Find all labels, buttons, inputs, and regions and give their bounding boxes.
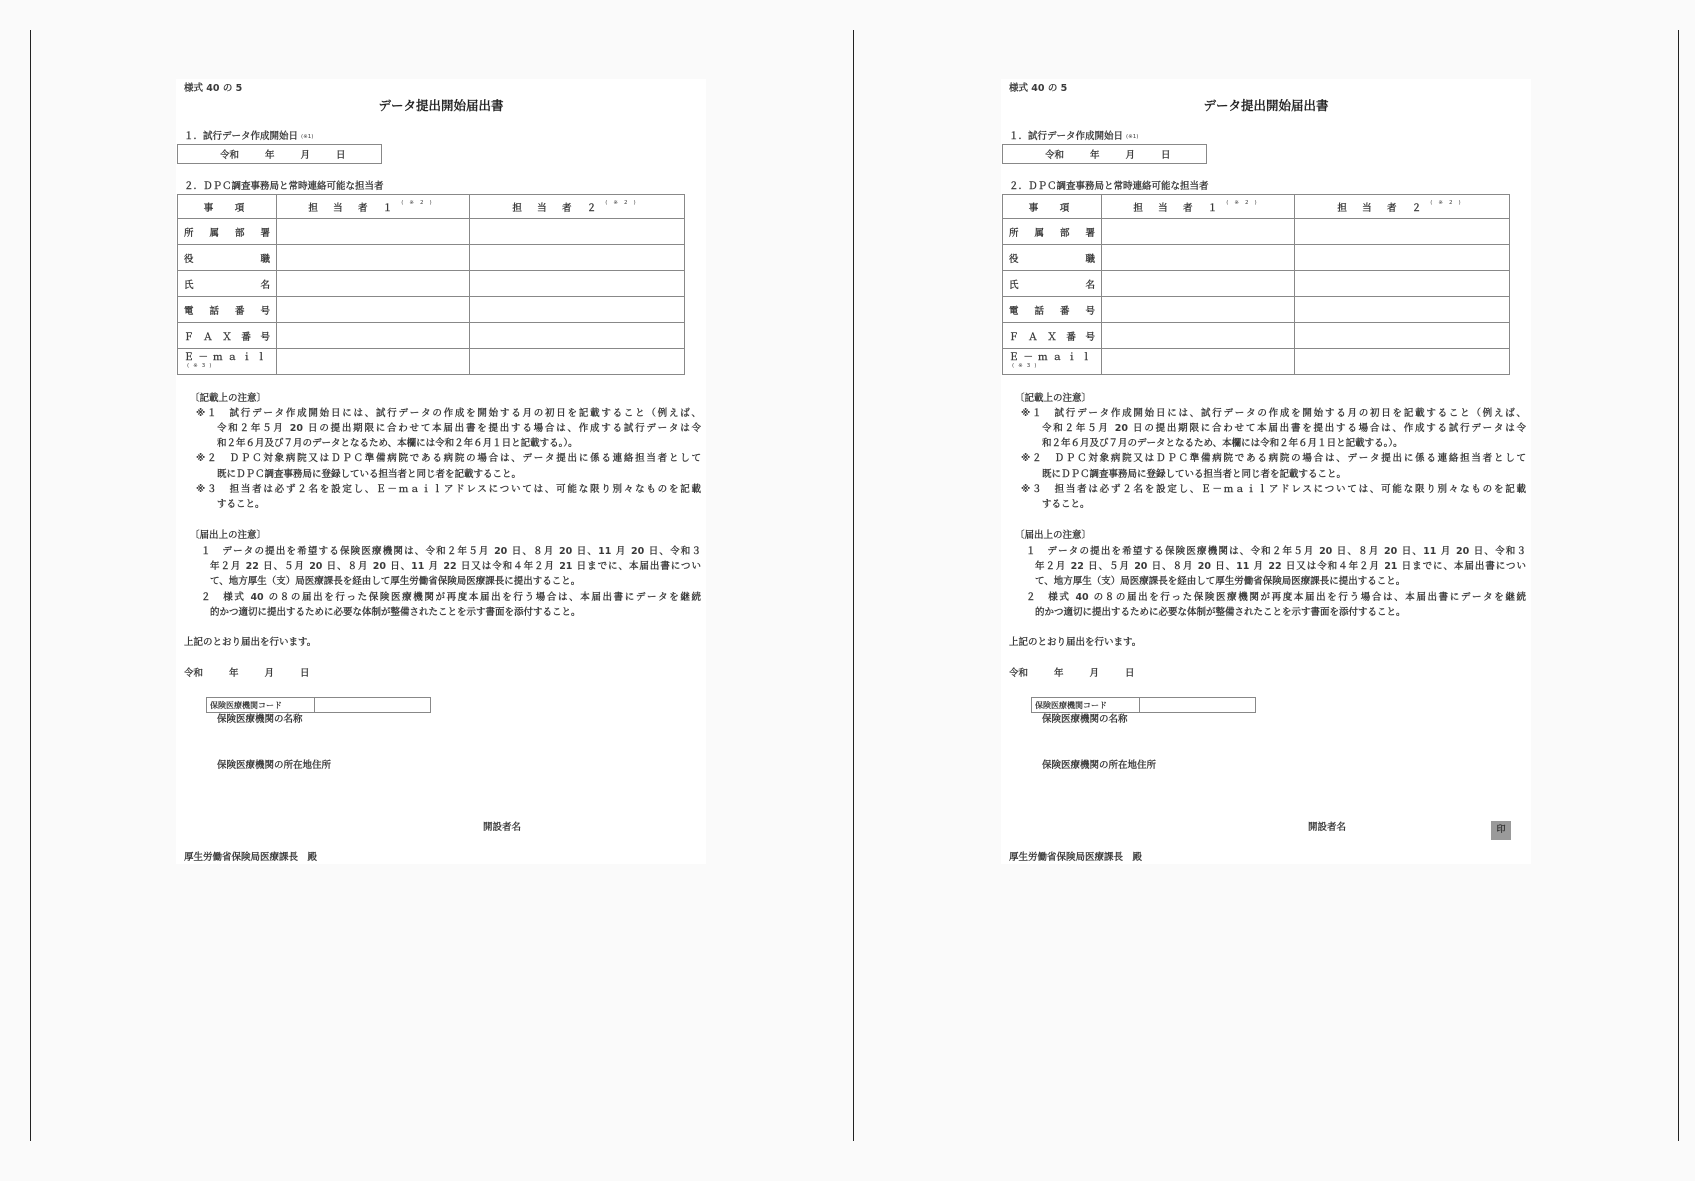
table-row: [1003, 271, 1510, 297]
row-label-text: Ｅ－ｍａｉｌ: [184, 352, 270, 363]
institution-code-field[interactable]: [206, 697, 431, 713]
filing-line: ２ 様式 40 の８の届出を行った保険医療機関が再度本届出を行う場合は、本届出書にデータを継続: [1026, 592, 1526, 603]
table-row: [178, 219, 685, 245]
person2-cell[interactable]: [1295, 349, 1510, 375]
date-day: 日: [1161, 150, 1171, 161]
notes-line: ※１ 試行データ作成開始日には、試行データの作成を開始する月の初日を記載すること（例えば、: [1021, 408, 1526, 419]
filing-line: 年２月 22 日、５月 20 日、８月 20 日、11 月 22 日又は令和４年２月 21 日までに、本届出書につい: [210, 561, 701, 572]
row-label-text: ＦＡＸ番号: [1009, 331, 1095, 343]
filing-line: 的かつ適切に提出するために必要な体制が整備されたことを示す書面を添付すること。: [210, 607, 581, 618]
notes-line: ※３ 担当者は必ず２名を設定し、Ｅ－ｍａｉｌアドレスについては、可能な限り別々なものを記載: [196, 484, 701, 495]
date-year: 年: [265, 150, 275, 161]
notes-heading: 〔記載上の注意〕: [1015, 393, 1092, 404]
date-year: 年: [1090, 150, 1100, 161]
founder-label: 開設者名: [1308, 822, 1347, 833]
person1-cell[interactable]: [1102, 219, 1295, 245]
row-label: [178, 271, 277, 297]
row-label: [1003, 271, 1102, 297]
header-item: 事 項: [178, 195, 277, 219]
row-label-text: 電 話 番 号: [184, 305, 270, 317]
institution-code-field[interactable]: [1031, 697, 1256, 713]
row-label: [178, 349, 277, 375]
table-header-row: [1003, 195, 1510, 219]
filing-line: て、地方厚生（支）局医療課長を経由して厚生労働省保険局医療課長に提出すること。: [1035, 576, 1406, 587]
addressee: 厚生労働省保険局医療課長 殿: [184, 852, 318, 863]
declaration: 上記のとおり届出を行います。: [1009, 637, 1142, 648]
header-person1-text: 担 当 者 １: [1133, 202, 1224, 214]
notes-line: 既にＤＰＣ調査事務局に登録している担当者と同じ者を記載すること。: [217, 469, 522, 480]
row-label: [178, 323, 277, 349]
page-divider-middle: [853, 30, 854, 1141]
founder-label: 開設者名: [483, 822, 522, 833]
person1-cell[interactable]: [1102, 349, 1295, 375]
row-label-text: 氏 名: [184, 279, 270, 291]
section1-label: [184, 131, 313, 143]
date-day: 日: [336, 150, 346, 161]
submission-month: 月: [1089, 668, 1100, 679]
row-label: [178, 297, 277, 323]
notes-line: ※３ 担当者は必ず２名を設定し、Ｅ－ｍａｉｌアドレスについては、可能な限り別々なものを記載: [1021, 484, 1526, 495]
header-person2-text: 担 当 者 ２: [1337, 202, 1428, 214]
declaration: 上記のとおり届出を行います。: [184, 637, 317, 648]
section1-note: (※1): [1126, 134, 1139, 140]
table-row: [1003, 323, 1510, 349]
section2-label: ２．ＤＰＣ調査事務局と常時連絡可能な担当者: [184, 181, 384, 192]
person2-cell[interactable]: [470, 219, 685, 245]
row-label-text: ＦＡＸ番号: [184, 331, 270, 343]
row-label-text: Ｅ－ｍａｉｌ: [1009, 352, 1095, 363]
person2-cell[interactable]: [470, 323, 685, 349]
table-row: [1003, 349, 1510, 375]
header-person1: [277, 195, 470, 219]
row-label-text: 電 話 番 号: [1009, 305, 1095, 317]
notes-line: ※２ ＤＰＣ対象病院又はＤＰＣ準備病院である病院の場合は、データ提出に係る連絡担当者として: [1021, 453, 1526, 464]
notes-line: 令和２年５月 20 日の提出期限に合わせて本届出書を提出する場合は、作成する試行データは令: [217, 423, 701, 434]
person1-cell[interactable]: [277, 271, 470, 297]
section1-label-text: １．試行データ作成開始日: [184, 131, 299, 142]
submission-era: 令和: [1009, 668, 1029, 679]
row-label: [178, 245, 277, 271]
table-row: [178, 297, 685, 323]
document-page-1: [176, 79, 706, 864]
seal-stamp: 印: [1491, 821, 1511, 840]
row-label-text: 役 職: [184, 253, 270, 265]
table-row: [1003, 245, 1510, 271]
row-label-text: 役 職: [1009, 253, 1095, 265]
document-title: データ提出開始届出書: [378, 98, 504, 113]
section1-label-text: １．試行データ作成開始日: [1009, 131, 1124, 142]
header-person1-note: (※2): [1226, 199, 1263, 206]
person2-cell[interactable]: [470, 349, 685, 375]
submission-date: [1009, 668, 1135, 680]
person2-cell[interactable]: [1295, 245, 1510, 271]
contact-table: [177, 194, 685, 375]
notes-line: すること。: [217, 499, 265, 510]
person2-cell[interactable]: [1295, 219, 1510, 245]
row-label-text: 所 属 部 署: [184, 227, 270, 239]
row-label: [1003, 297, 1102, 323]
header-person2-note: (※2): [605, 199, 642, 206]
header-person1: [1102, 195, 1295, 219]
filing-line: て、地方厚生（支）局医療課長を経由して厚生労働省保険局医療課長に提出すること。: [210, 576, 581, 587]
header-person1-note: (※2): [401, 199, 438, 206]
table-row: [1003, 297, 1510, 323]
table-row: [178, 323, 685, 349]
person1-cell[interactable]: [277, 349, 470, 375]
row-label-note: (※3): [187, 363, 216, 369]
date-month: 月: [300, 150, 311, 161]
start-date-field[interactable]: [1002, 144, 1207, 164]
table-row: [178, 245, 685, 271]
row-label: [178, 219, 277, 245]
row-label: [1003, 245, 1102, 271]
institution-code-input[interactable]: [315, 698, 430, 712]
section1-label: [1009, 131, 1138, 143]
filing-line: １ データの提出を希望する保険医療機関は、令和２年５月 20 日、８月 20 日、11 月 20 日、令和３: [201, 546, 701, 557]
person2-cell[interactable]: [470, 271, 685, 297]
row-label-note: (※3): [1012, 363, 1041, 369]
row-label-text: 所 属 部 署: [1009, 227, 1095, 239]
person1-cell[interactable]: [277, 323, 470, 349]
header-person1-text: 担 当 者 １: [308, 202, 399, 214]
date-month: 月: [1125, 150, 1136, 161]
institution-name-label: 保険医療機関の名称: [217, 714, 303, 725]
header-person2-note: (※2): [1430, 199, 1467, 206]
submission-day: 日: [300, 668, 310, 679]
form-number: 様式 40 の 5: [184, 83, 243, 94]
person1-cell[interactable]: [277, 245, 470, 271]
filing-heading: 〔届出上の注意〕: [190, 530, 267, 541]
person2-cell[interactable]: [1295, 297, 1510, 323]
person1-cell[interactable]: [1102, 323, 1295, 349]
institution-address-label: 保険医療機関の所在地住所: [217, 760, 332, 771]
person1-cell[interactable]: [1102, 271, 1295, 297]
filing-line: 的かつ適切に提出するために必要な体制が整備されたことを示す書面を添付すること。: [1035, 607, 1406, 618]
notes-line: ※２ ＤＰＣ対象病院又はＤＰＣ準備病院である病院の場合は、データ提出に係る連絡担当者として: [196, 453, 701, 464]
header-person2: [470, 195, 685, 219]
person2-cell[interactable]: [470, 297, 685, 323]
submission-date: [184, 668, 310, 680]
submission-day: 日: [1125, 668, 1135, 679]
person1-cell[interactable]: [277, 297, 470, 323]
person2-cell[interactable]: [1295, 323, 1510, 349]
institution-code-label: 保険医療機関コード: [207, 698, 315, 712]
person1-cell[interactable]: [1102, 297, 1295, 323]
section1-note: (※1): [301, 134, 314, 140]
submission-year: 年: [229, 668, 239, 679]
person2-cell[interactable]: [1295, 271, 1510, 297]
date-era: 令和: [1045, 150, 1065, 161]
notes-line: 和２年６月及び７月のデータとなるため、本欄には令和２年６月１日と記載する。）。: [217, 438, 578, 449]
institution-code-label: 保険医療機関コード: [1032, 698, 1140, 712]
institution-name-label: 保険医療機関の名称: [1042, 714, 1128, 725]
page-divider-left: [30, 30, 31, 1141]
institution-address-label: 保険医療機関の所在地住所: [1042, 760, 1157, 771]
addressee: 厚生労働省保険局医療課長 殿: [1009, 852, 1143, 863]
filing-line: １ データの提出を希望する保険医療機関は、令和２年５月 20 日、８月 20 日、11 月 20 日、令和３: [1026, 546, 1526, 557]
document-title: データ提出開始届出書: [1203, 98, 1329, 113]
form-number: 様式 40 の 5: [1009, 83, 1068, 94]
header-person2-text: 担 当 者 ２: [512, 202, 603, 214]
notes-heading: 〔記載上の注意〕: [190, 393, 267, 404]
person2-cell[interactable]: [470, 245, 685, 271]
row-label-text: 氏 名: [1009, 279, 1095, 291]
table-row: [1003, 219, 1510, 245]
row-label: [1003, 219, 1102, 245]
filing-line: 年２月 22 日、５月 20 日、８月 20 日、11 月 22 日又は令和４年２月 21 日までに、本届出書につい: [1035, 561, 1526, 572]
notes-line: ※１ 試行データ作成開始日には、試行データの作成を開始する月の初日を記載すること（例えば、: [196, 408, 701, 419]
start-date-field[interactable]: [177, 144, 382, 164]
notes-line: 既にＤＰＣ調査事務局に登録している担当者と同じ者を記載すること。: [1042, 469, 1347, 480]
institution-code-input[interactable]: [1140, 698, 1255, 712]
notes-line: 和２年６月及び７月のデータとなるため、本欄には令和２年６月１日と記載する。）。: [1042, 438, 1403, 449]
table-row: [178, 349, 685, 375]
submission-year: 年: [1054, 668, 1064, 679]
filing-heading: 〔届出上の注意〕: [1015, 530, 1092, 541]
row-label: [1003, 323, 1102, 349]
table-row: [178, 271, 685, 297]
notes-line: すること。: [1042, 499, 1090, 510]
filing-line: ２ 様式 40 の８の届出を行った保険医療機関が再度本届出を行う場合は、本届出書にデータを継続: [201, 592, 701, 603]
table-header-row: [178, 195, 685, 219]
row-label: [1003, 349, 1102, 375]
document-page-2: [1001, 79, 1531, 864]
submission-month: 月: [264, 668, 275, 679]
section2-label: ２．ＤＰＣ調査事務局と常時連絡可能な担当者: [1009, 181, 1209, 192]
header-person2: [1295, 195, 1510, 219]
page-divider-right: [1678, 30, 1679, 1141]
header-item: 事 項: [1003, 195, 1102, 219]
person1-cell[interactable]: [277, 219, 470, 245]
person1-cell[interactable]: [1102, 245, 1295, 271]
contact-table: [1002, 194, 1510, 375]
submission-era: 令和: [184, 668, 204, 679]
date-era: 令和: [220, 150, 240, 161]
notes-line: 令和２年５月 20 日の提出期限に合わせて本届出書を提出する場合は、作成する試行データは令: [1042, 423, 1526, 434]
